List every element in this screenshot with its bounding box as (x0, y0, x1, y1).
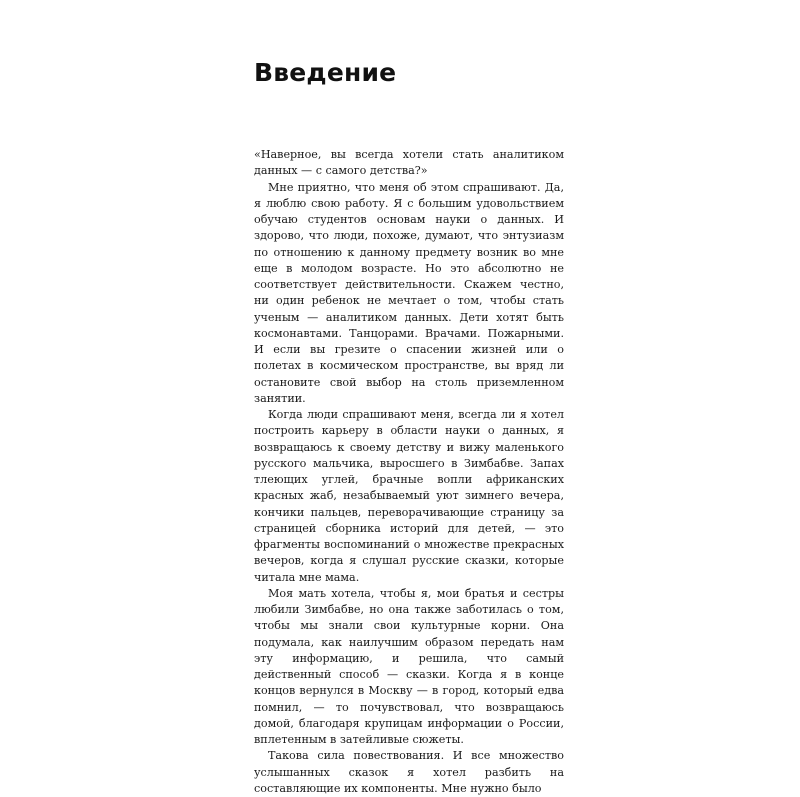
paragraph-1: «Наверное, вы всегда хотели стать аналитиком данных — с самого детства?» (254, 148, 564, 178)
paragraph-2: Мне приятно, что меня об этом спрашивают. Да, я люблю свою работу. Я с большим удовольствием обучаю студентов основам науки о данных. И здорово, что люди, похоже, думают, что энтузиазм по отношению к данному предмету возник во мне еще в молодом возрасте. Но это абсолютно не соответствует действительности. Скажем честно, ни один ребенок не мечтает о том, чтобы стать ученым — аналитиком данных. Дети хотят быть космонавтами. Танцорами. Врачами. Пожарными. И если вы грезите о спасении жизней или о полетах в космическом пространстве, вы вряд ли остановите свой выбор на столь приземленном занятии. (254, 180, 564, 405)
paragraph-5: Такова сила повествования. И все множество услышанных сказок я хотел разбить на составляющие их компоненты. Мне нужно было (254, 749, 564, 795)
paragraph-4: Моя мать хотела, чтобы я, мои братья и сестры любили Зимбабве, но она также заботилась о том, чтобы мы знали свои культурные корни. Она подумала, как наилучшим образом передать нам эту информацию, и решила, что самый действенный способ — сказки. Когда я в конце концов вернулся в Москву — в город, который едва помнил, — то почувствовал, что возвращаюсь домой, благодаря крупицам информации о России, вплетенным в затейливые сюжеты. (254, 586, 564, 746)
paragraph-3: Когда люди спрашивают меня, всегда ли я хотел построить карьеру в области науки о данных, я возвращаюсь к своему детству и вижу маленького русского мальчика, выросшего в Зимбабве. Запах тлеющих углей, брачные вопли африканских красных жаб, незабываемый уют зимнего вечера, кончики пальцев, переворачивающие страницу за страницей сборника историй для детей, — это фрагменты воспоминаний о множестве прекрасных вечеров, когда я слушал русские сказки, которые читала мне мама. (254, 408, 564, 584)
chapter-title: Введение (254, 58, 397, 87)
body-text (254, 147, 564, 797)
